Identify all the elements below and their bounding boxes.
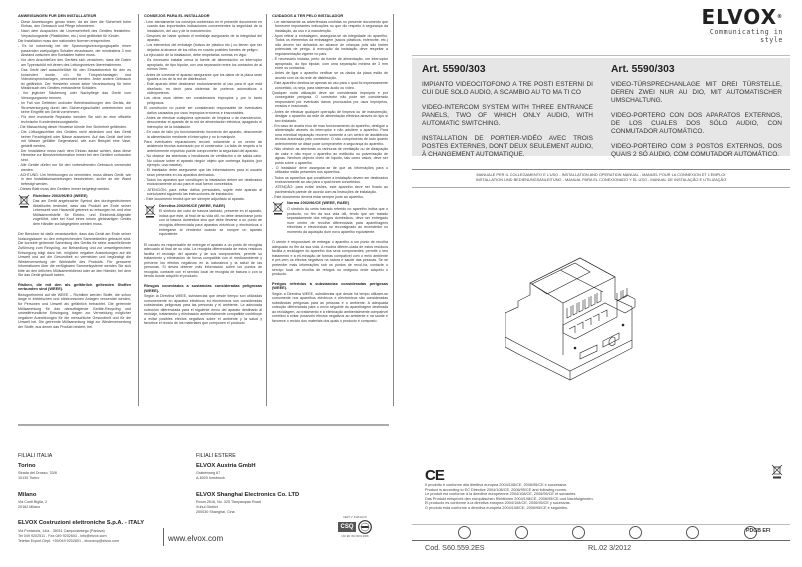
instruction-item: - Después de haber quitado el embalaje asegurarse de la integridad del aparato.: [144, 33, 262, 43]
filiali-estere-heading: FILIALI ESTERE: [196, 453, 236, 459]
instruction-item: - Todos os aparelhos que constituem a instalação devem ser destinados exclusivamente ao uso para o qual foram concebidos.: [272, 175, 388, 185]
crossed-bin-icon: [144, 204, 156, 218]
column-heading: ANWEISUNGEN FÜR DEN INSTALLATEUR: [18, 14, 97, 18]
address-line: 10135 Torino: [18, 476, 40, 481]
article-number: Art. 5590/303: [611, 64, 675, 75]
instruction-item: - El instalador debe asegurarse que las informaciones para el usuario sean presentes en los aparatos derivados.: [144, 168, 262, 177]
risk-title: Risiken, die mit den als gefährlich geltenden Stoffen verbunden sind (WEEE).: [18, 281, 131, 292]
instruction-item: - Este aparato debe destinarse exclusivamente al uso para el que está diseñado, es decir para sistemas de porteros automáticos o videoporteros.: [144, 82, 262, 96]
instruction-item: La ejecución de la instalación, debe respetarlas normas en vigor.: [144, 53, 248, 58]
company-contact-line: Tel 049 9202511 - Fax 049 9202603 - info@elvox.com: [18, 533, 107, 538]
instruction-item: - Em caso de avaria e/ou de mau funcionamento do aparelho, desligue a alimentação através do interruptor e não adultere o aparelho. Para uma eventual reparação recorrer somente a um centro de assistência técnica autorizado pelo construtor. O não cumprimento de tudo quanto anteriormente se disse pode comprometer a segurança do aparelho.: [272, 123, 388, 146]
address-line: 20162 Milano: [18, 505, 41, 510]
document-code: Cod. S60.559.2ES: [425, 543, 485, 552]
manual-title: [412, 172, 790, 182]
instruction-item: Qualquer outra utilização deve ser considerada imprópria e por conseguinte perigosa. O construtor não pode ser considerado responsável por eventuais danos provocados por usos impróprios, errados e irracionais.: [272, 90, 388, 109]
branch-company: ELVOX Austria GmbH: [196, 463, 256, 469]
manual-title-line1: MANUALE PER IL COLLEGAMENTO E L'USO - INSTALLATION AND OPERATION MANUAL - MANUEL POUR LA CONNEXION ET L'EMPLOI: [476, 172, 726, 177]
instruction-item: - No obstruir las aberturas o hendiduras de ventilación o de salida calor. No colocar sobre el aparato ningún objeto que contenga líquidos (por ejemplo, una maceta).: [144, 153, 262, 168]
address-line: Xuhui District: [196, 505, 218, 510]
product-description-en: VIDEO-INTERCOM SYSTEM WITH THREE ENTRANCE PANELS, TWO OF WHICH ONLY AUDIO, WITH AUTOMATIC SWITCHING.: [422, 104, 593, 127]
address-line: Via Conti Biglia, 2: [18, 500, 48, 504]
section-divider: [18, 424, 389, 426]
conformity-fr: Le produit est conforme à la directive européenne 2004/108/CE, 2006/95/CE et suivantes.: [425, 492, 577, 497]
product-description-pt: VIDEO-PORTEIRO COM 3 POSTOS EXTERNOS, DOS QUAIS 2 SÓ AUDIO, COM COMUTADOR AUTOMÁTICO.: [611, 143, 782, 158]
risk-text: Bezugnehmend auf die WEEE – Richtlinie werden Stoffe, die schon lange in elektrischen und elektronischen Anlagen verwendet werden, für Personen und Umwelt als gefährlich betrachtet. Die getrennte Müllsammlung für das darauffolgende Geräte-Recycling und umweltfreundliche Entsorgung, tragen zur Vermeidung möglicher negativer Auswirkungen für die menschliche Gesundheit und für die Umwelt bei. Die getrennte Müllsammlung trägt zur Wiederverwertung der Stoffe, aus denen das Produkt besteht, bei.: [18, 292, 131, 329]
instruction-item: - Der Installateur muss nach dem Einbau darauf achten, dass diese Hinweise zur Benutzerinformation immer bei den Geräten vorhanden sind.: [18, 148, 131, 162]
conformity-divider: [412, 524, 790, 525]
branch-address: [18, 500, 47, 510]
instruction-item: - Vor jeglicher Säuberung oder Nachpflege das Gerät vom Versorgungsnetz trennen.: [18, 91, 131, 100]
instruction-item: - Leer atentamente los consejos contenidos en el presente documento en cuanto dan importantes indicaciones concernientes la seguridad de la instalación, del uso y de la manutención.: [144, 19, 262, 33]
instruction-item: - Antes de ligar o aparelho verificar se os dados da placa estão de acordo com os da rede de distribuição.: [272, 71, 388, 80]
branch-company: ELVOX Shanghai Electronics Co. LTD: [196, 492, 300, 498]
circle-mark: [458, 526, 471, 539]
weee-block: [18, 194, 131, 228]
instruction-item: - ACHTUNG: Um Verletzungen zu vermeiden, muss dieses Gerät, wie in den Installationsanleitungen beschrieben, sicher an der Wand befestigt werden.: [18, 172, 131, 186]
company-export-line: Telefax Export Dept. +39/049 9202601 - elvoxexp@elvox.com: [18, 538, 120, 543]
column-separator: [138, 14, 139, 406]
company-address-line: Via Pontarola, 14/a - 35011 Campodarsego (Padova): [18, 529, 105, 533]
manual-bottom-divider: [412, 187, 790, 188]
instruction-item: - Este aparelho destina-se apenas ao uso para o qual foi expressamente concebido, ou seja, para sistemas áudio ou vídeo.: [272, 81, 388, 90]
instruction-item: El constructor no puede ser considerado responsable de eventuales daños causados por usos impropios erróneos e irrazonables.: [144, 106, 262, 115]
address-line: 200030 Shanghai, Cina: [196, 510, 235, 515]
weee-text: Das am Gerät angebrachte Symbol des durchgestrichenen Abfallkorbs bedeutet, dass das Produkt am Ende seiner Lebenszeit vom Hausmüll getrennt zu entsorgen ist, und eine Müllsammelstelle für Elektro- und Elektronik-Altgeräte zugeführt, oder bei Kauf eines neuen gleichartigen Geräts dem Händler zurückgegeben werden muss.: [33, 199, 131, 226]
column-portuguese: [272, 14, 388, 409]
instruction-item: - Todos los aparatos que constituyen la instalación deben ser destinados exclusivamente al uso para el cual fueron concebidos.: [144, 177, 262, 187]
instruction-item: - Este documento tendrá que ser siempre adjuntado al aparato.: [144, 197, 245, 202]
instruction-item: Los otros usos deben ser considerados impropios y por lo tanto peligrosos.: [144, 96, 262, 105]
weee-title: Richtlinie 2002/96/EG (WEEE): [33, 192, 88, 198]
branch-address: [196, 471, 225, 481]
user-responsibility-text: O utente é responsável de entregar o aparelho a um ponto de recolha adequado no fim da sua vida. A recolha diferen-ciada de estos resíduos facilita a reciclagem do aparelho dos seus componentes, permite o seu tratamento e a eli-minação de formas compatível com o meio ambiente e pre-vem os efectos negativos na natura e saude das pessoas. Se se pretender mais informações sob os puntos de recol-ha, contacte o serviço local de recolha de refugos ou onégocio onde adquiriu o producto.: [272, 240, 388, 277]
column-separator: [266, 14, 267, 406]
column-heading: CUIDADOS A TER PELO INSTALADOR: [272, 14, 344, 18]
header-divider: [412, 55, 790, 56]
instruction-item: - Es ist notwendig bei der Spannungsversorgungsquelle einen passenden zweipoligen Schalter einzubauen, der mindestens 3 mm Abstand zwischen den Kontakten haben muss.: [18, 44, 131, 58]
instruction-item: - Dieses Blatt muss den Geräten immer beigelegt werden.: [18, 187, 111, 191]
branch-address: [18, 471, 57, 481]
instruction-item: Para eventuales reparaciones recurrir solamente a un centro de asistencia técnica autorizado por el constructor. La falta de respeto a lo anteriormente expuesto puede comprometer la seguridad del aparato.: [144, 139, 262, 153]
product-box-right: [601, 58, 790, 156]
product-description-fr: INSTALLATION DE PORTIER-VIDÉO AVEC TROIS POSTES EXTERNES, DONT DEUX SEULEMENT AUDIO, À CHANGEMENT AUTOMATIQUE.: [422, 135, 593, 158]
conformity-statements: [425, 483, 594, 511]
column-separator: [393, 14, 394, 406]
instruction-item: - Für eine eventuelle Reparatur wenden Sie sich an eine offizielle technische Kundenbetreuungsstelle.: [18, 115, 131, 124]
instruction-item: - O instalador deve assegurar-se de que as informações para o utilizador estão presentes nos aparelhos.: [272, 165, 388, 175]
product-description-de: VIDEO-TÜRSPRECHANLAGE MIT DREI TÜRSTELLE, DEREN ZWEI NUR AU DIO, MIT AUTOMATISCHER UMSCHALTUNG.: [611, 81, 782, 104]
instruction-item: - Diese Anweisungen genau lesen, da sie über die Sicherheit beim Einbau, den Gebrauch und Pflege informieren.: [18, 19, 131, 29]
csq-certification-badge: [334, 516, 376, 546]
company-name: ELVOX Costruzioni elettroniche S.p.A. - ITALY: [18, 520, 145, 526]
product-box-left: [412, 58, 601, 156]
instruction-item: - Nach dem Auspacken die Unversehrtheit des Gerätes feststellen. Verpackungsteile (Plastiktüten, etc.) sind gefährlich für Kinder.: [18, 29, 131, 38]
footer-divider: [412, 540, 790, 541]
instruction-item: - ATENÇÃO: para evitar lesões, este aparelho deve ser fixado ao pavimento/à parede de acordo com as instruções de instalação.: [272, 185, 388, 194]
instruction-item: - ATENCIÓN: para evitar daños personales, sujete este aparato al suelo/pared siguiendo las instrucciones de instalación.: [144, 187, 262, 197]
instruction-item: - Los elementos del embalaje (bolsos de plástico etc.) no tienen que ser dejados al alcance de los niños en cuanto posibles fuentes de peligro.: [144, 43, 262, 53]
instruction-item: - Ler atentamente as advertências contidas no presente documento que fornecem importantes indicações no que diz respeito à segurança da instalação, ao uso e à manutenção.: [272, 19, 388, 33]
csq-logo: CSQ: [340, 524, 354, 530]
conformity-it: Il prodotto è conforme alla direttiva europea 2004/108/CE, 2006/95/CE e successive.: [425, 483, 568, 487]
instruction-item: - Este documento deverá estar sempre junto ao aparelho.: [272, 194, 364, 199]
column-spanish: [144, 14, 262, 409]
language-codes: PDGB EFI: [746, 528, 771, 534]
website-link[interactable]: www.elvox.com: [168, 534, 224, 543]
instruction-item: - É necessário instalar, perto da fuente de alimentação, um interruptor apropriado, do tipo bipolar, com uma separação mínima de 3 mm entre os contactos.: [272, 57, 388, 71]
conformity-en: Product is according to EC Directive 2004/108/CE, 2006/95/CE and following norms.: [425, 487, 568, 492]
circle-mark: [686, 526, 699, 539]
logo-wordmark: ELVOX: [701, 5, 777, 29]
address-line: Strada del Drosso, 33/8: [18, 471, 57, 475]
manual-title-line2: INSTALLATION UND BEDIENUNGSANLEITUNG - MANUAL PARA EL CONEXIONADO Y EL USO - MANUAL DE INSTALAÇÃO E UTILIZAÇÃO: [475, 177, 727, 182]
registered-mark: ®: [777, 14, 783, 20]
address-line: A-6020 Innsbruck: [196, 476, 225, 481]
instruction-item: - Após retirar a embalagem, assegurar-se da integridade do aparelho. Todos os elementos da embalagem (sacos plásticos, esferovite, etc.) não devem ser deixados ao alcance de crianças pois são fontes potenciais de perigo. A execução da instalação deve respeitar a regulamentação vigente no país.: [272, 33, 388, 56]
instruction-item: - Die Lüftungsschlitze des Gerätes nicht abdecken und das Gerät keiner Feuchtigkeit oder Nässe aussetzen. Auf das Gerät darf kein mit Wasser gefüllter Gegenstand, wie zum Beispiel eine Vase, gestellt werden.: [18, 130, 131, 148]
fold-marks-row: [412, 526, 790, 538]
crossed-bin-icon: [771, 463, 783, 479]
crossed-bin-icon: [272, 201, 284, 215]
article-number: Art. 5590/303: [422, 64, 486, 75]
product-description-it: IMPIANTO VIDEOCITOFONO A TRE POSTI ESTERNI DI CUI DUE SOLO AUDIO, A SCAMBIO AU TO MA TI CO: [422, 81, 593, 96]
instruction-item: - En caso de fallo y/o funcionamiento incorrecto del aparato, desconecte la alimentación mediante el interruptor y no lo manipule.: [144, 130, 262, 139]
risk-title: Riesgos conectados a sustancias consideradas peligrosas (WEEE).: [144, 283, 262, 293]
risk-title: Perigos referidos à substancias consideradas perigosas (WEEE).: [272, 280, 388, 291]
company-address: [18, 529, 158, 543]
instruction-item: - Antes de efectuar qualquer operação de limpeza ou de manutenção, desligar o aparelho da rede de alimentação eléctrica através do tipo si two instalado.: [272, 109, 388, 123]
circle-mark: [572, 526, 585, 539]
circle-mark: [629, 526, 642, 539]
product-description-es: VIDEO-PORTERO CON DOS APARATOS EXTERNOS, DE LOS CUALES DOS SÓLO AUDIO, CON CONMUTADOR AUTOMÁTICO.: [611, 112, 782, 135]
weee-block: [272, 201, 388, 235]
iqnet-seal-icon: [358, 520, 372, 534]
revision-code: RL.02 3/2012: [588, 543, 632, 552]
column-german: [18, 14, 131, 409]
instruction-item: Die Installation muss den nationalen Normen entsprechen.: [18, 38, 112, 43]
instruction-item: - Es necesario instalar cerca la fuente de alimentación un interruptor apropiado, de tipo bipolar, con una separación entre los contactos de al menos 3mm.: [144, 58, 262, 72]
conformity-de: Das Produkt entspricht den europäischen Richtlinien 2004/108/CE, 2006/95/CE und Nachfolgenden.: [425, 496, 594, 501]
instruction-item: - Im Fall von Defekten und/oder Betriebsstörungen des Geräts, die Stromversorgung durch den Sicherungsschalter unterbrechen und keine Eingriffe am Gerät vornehmen.: [18, 101, 131, 115]
instruction-item: - Vor dem Anschließen des Gerätes sich versichern, dass die Daten am Typenschild mit denen des Leitungsnetzes übereinstimmen.: [18, 58, 131, 67]
instruction-item: - Antes de efectuar cualquiera operación de limpieza o de manutención, desconectar el aparato de la red de alimentación eléctrica, apagando el interruptor de la instalación.: [144, 115, 262, 129]
circle-mark: [515, 526, 528, 539]
address-line: Room 2616, No. 325 Tianyaoqiao Road: [196, 500, 261, 504]
conformity-pt: O produto está conforme a directiva europeia 2004/108/CE, 2006/95/CE e seguintes.: [425, 505, 569, 510]
weee-title: Directiva 2002/96/CE (WEEE, RAEE): [159, 202, 226, 208]
risk-text: Según la Directiva WEEE, substancias que desde tiempo son utilizadas comunemente en aparatos eléctricos ed electrónicos son consideradas substancias peligrosas para las personas y el ambiente. La adecuada colección diferenciada para el siguiente envío del aparato destinado al reciclaje, tratamiento y eliminación ambientalmente compatible contribuye a evitar posibles efectos negativos sobre el ambiente y la salud y favorece el reciclo de los materiales que componen el producto.: [144, 294, 262, 326]
weee-block: [144, 204, 262, 238]
cert-bottom-text: UNI EN ISO 9001:2008: [341, 535, 369, 538]
user-responsibility-text: Der Benutzer ist dafür verantwortlich, dass das Gerät am Ende seiner Nutzungsdauer zu den entsprechenden Sammelstellen gebracht wird. Die korrekte getrennte Sammlung des Geräts für seine anschließende Zuführung zum Recycling, zur Behandlung und zur umweltgerechten Entsorgung trägt dazu bei, mögliche negative Auswirkungen auf die Umwelt und auf die Gesundheit zu vermeiden und begünstigt die Wiederverwertung der Werkstoffe des Produkts. Für genauere Informationen über die verfügbaren Sammelsysteme wenden Sie sich bitte an den örtlichen Müllsammeldienst oder an den Händler, bei dem Sie das Gerät gekauft haben.: [18, 232, 131, 278]
conformity-es: El producto es conforme a la directiva europea 2004/108/CE, 2006/95/CE y sucesivas.: [425, 501, 571, 506]
instruction-item: - Das Gerät darf ausschließlich für den Einsatzbereich für den es konstruiert wurde, d.h. für Türsprechanlagen und Videotürsprechanlagen, verwendet werden. Jeder andere Gebrauch ist gefährlich. Der Hersteller nimmt keine Verantwortung für beim Missbrauch des Gerätes entstandene Schäden.: [18, 67, 131, 91]
ce-mark: CE: [425, 467, 444, 484]
manual-top-divider: [412, 169, 790, 170]
cert-top-text: CERT n° 9115 ELVO: [343, 516, 367, 519]
branch-city: Torino: [18, 463, 36, 469]
weee-text: El símbolo del cubo de basura tachado, presente en el aparato, indica que éste, al final de su vida útil, no debe desecharse junto con la basura doméstica sino que debe llevarse a un punto de recogida diferenciada para aparatos eléctricos y electrónicos o entregarse al vendedor cuando se compre un aparato equivalente.: [159, 209, 262, 237]
column-heading: CONSEJOS PARA EL INSTALADOR: [144, 14, 210, 18]
risk-text: Según a Directiva WEEE, substâncias que desde há tempo utilizam-se comumente nos aparelhos eléctricos e electrónicos são consideradas substâncias perigosas para as pessoas e o ambiente. A adequada colecção diferenciada para o envio seguinte do aparelhagem destinada ao reciclagem, ao tratamento e à eliminação ambientalmente compatível contribui a evitar possíveis efectos negativos ao ambiente e na saude e favorece o recicio dos materiais dos quais o producto é composto.: [272, 291, 388, 324]
instruction-item: - Não obstruir as aberturas ou ranhuras de ventilação ou de dissipação de calor e não expor o aparelho ao estilicídio ou pulverização de águas. Nenhum objecto cheio de líquido, tais como vasos, deve ser posto sobre o aparelho.: [272, 147, 388, 165]
instruction-item: - Antes de conectar el aparato asegurarse que los datos de la placa sean iguales a los de la red de distribución.: [144, 72, 262, 82]
crossed-bin-icon: [18, 194, 30, 208]
elvox-logo: [683, 6, 783, 44]
instruction-item: - Die Missachtung dieser Hinweise könnte Ihre Sicherheit gefährden.: [18, 124, 128, 129]
user-responsibility-text: El usuario es responsable de entregar el aparato a un punto de recogida adecuado al final de su vida. La recogida diferenciada de estos residuos facilita el reciclaje del aparato y de sus componentes, permite su tratamiento y eliminación de forma compatible con el medioambiente y previene los efectos negativos en la naturaleza y la salud de las personas. Si desea obtener más información sobre los puntos de recogida, contacte con el servicio local de recogida de basura o con la tienda donde adquirió el producto.: [144, 242, 262, 279]
weee-title: Norma 2002/96/CE (WEEE, RAEE): [287, 200, 350, 206]
product-drawing: [505, 255, 695, 385]
branch-address: [196, 500, 261, 516]
address-line: Grabenweg 67: [196, 471, 221, 475]
website-separator: [163, 528, 164, 546]
instruction-item: - Alle Geräte dürfen nur für den vorbestimmten Gebrauch verwendet werden.: [18, 163, 131, 172]
filiali-italia-heading: FILIALI ITALIA: [18, 453, 53, 459]
logo-tagline: Communicating in style: [709, 28, 783, 44]
branch-city: Milano: [18, 492, 37, 498]
weee-text: O símbolo do cesto barrado referido no aparelho indica que o producto, no fim da sua vida útil, tendo que ser tratado separadamente dos refugos domésticos, deve ser entregado num centro de recolha diferenciada para aparelhagens eléctricas e electrónicas ou reconsignado ao revendedor no momento da aquisição dum novo aparelho equivalente.: [287, 207, 388, 234]
